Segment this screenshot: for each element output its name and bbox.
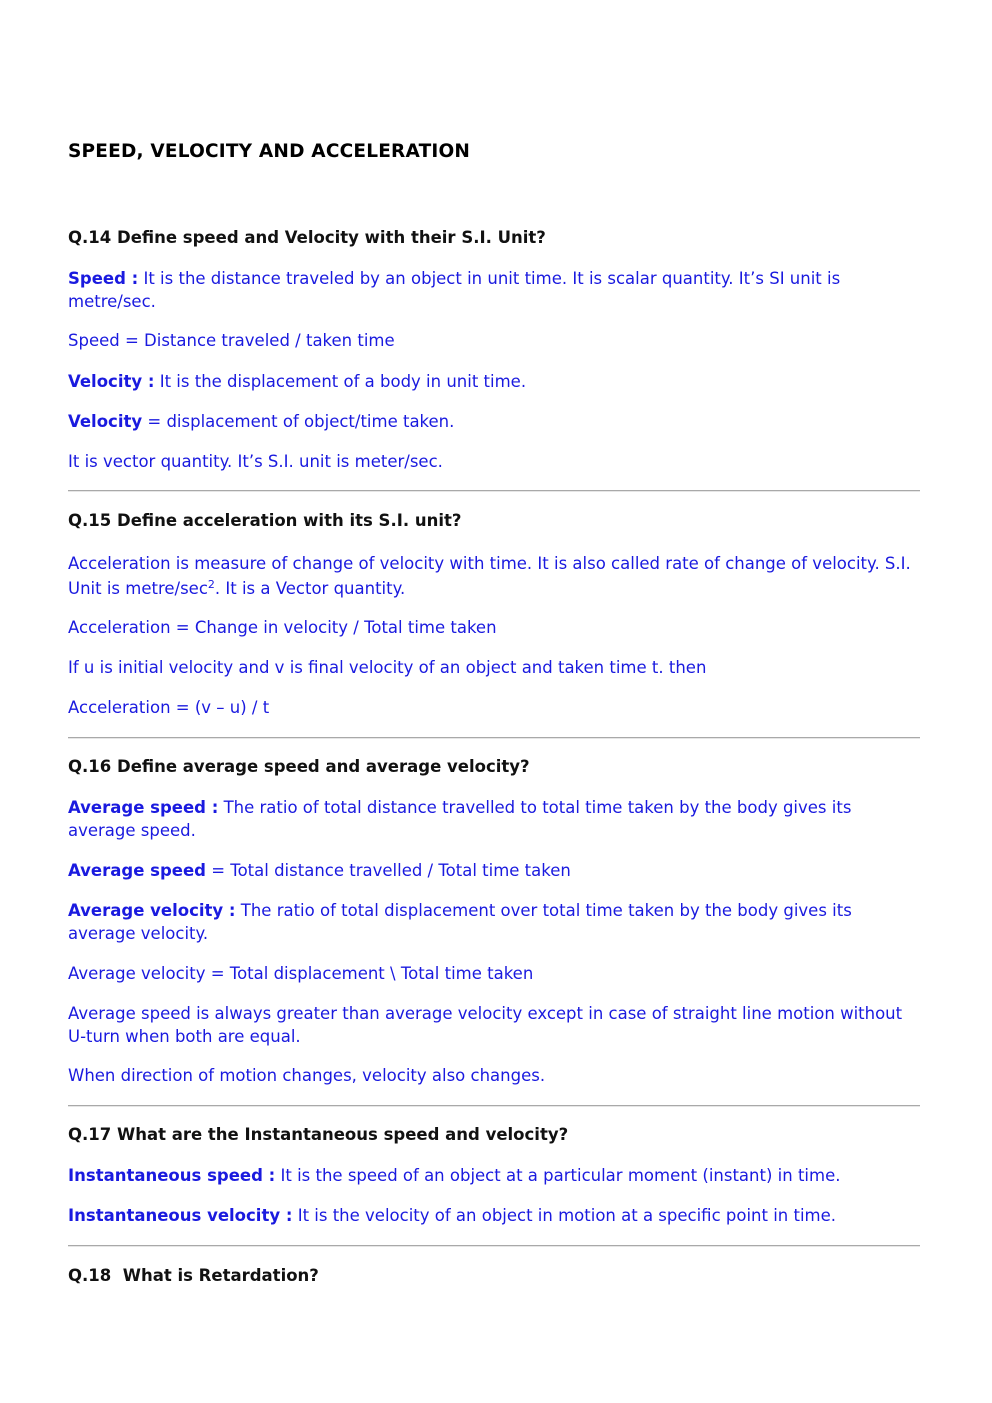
average-speed-text: The ratio of total distance travelled to total time taken by the body gives its average speed. bbox=[68, 798, 852, 840]
average-speed-formula bbox=[68, 860, 920, 883]
acceleration-if-text: If u is initial velocity and v is final velocity of an object and taken time t. then bbox=[68, 658, 707, 677]
velocity-formula-text: = displacement of object/time taken. bbox=[142, 412, 455, 431]
speed-velocity-comparison: Average speed is always greater than average velocity except in case of straight line motion without U-turn when both are equal. bbox=[68, 1004, 903, 1046]
acceleration-def-superscript: 2 bbox=[207, 578, 215, 591]
question-16-heading: Q.16 Define average speed and average velocity? bbox=[68, 757, 530, 776]
instantaneous-velocity-label: Instantaneous velocity : bbox=[68, 1206, 293, 1225]
question-18-heading: Q.18 What is Retardation? bbox=[68, 1266, 319, 1285]
average-velocity-formula: Average velocity = Total displacement \ Total time taken bbox=[68, 964, 534, 983]
instantaneous-speed-definition bbox=[68, 1165, 920, 1188]
acceleration-definition bbox=[68, 551, 920, 601]
velocity-formula bbox=[68, 411, 920, 434]
section-divider bbox=[68, 1245, 920, 1247]
question-15-heading: Q.15 Define acceleration with its S.I. unit? bbox=[68, 511, 462, 530]
page-title: SPEED, VELOCITY AND ACCELERATION bbox=[68, 141, 471, 162]
average-speed-formula-text: = Total distance travelled / Total time taken bbox=[205, 861, 571, 880]
average-speed-formula-label: Average speed bbox=[68, 861, 206, 880]
average-velocity-definition bbox=[68, 900, 920, 945]
speed-label: Speed : bbox=[68, 269, 139, 288]
instantaneous-speed-label: Instantaneous speed : bbox=[68, 1166, 276, 1185]
question-14-heading: Q.14 Define speed and Velocity with their S.I. Unit? bbox=[68, 228, 546, 247]
average-speed-definition bbox=[68, 797, 920, 842]
acceleration-def-tail: . It is a Vector quantity. bbox=[214, 579, 406, 598]
velocity-definition bbox=[68, 371, 920, 394]
speed-formula: Speed = Distance traveled / taken time bbox=[68, 331, 395, 350]
acceleration-formula: Acceleration = Change in velocity / Total time taken bbox=[68, 618, 497, 637]
speed-text: It is the distance traveled by an object in unit time. It is scalar quantity. It’s SI unit is metre/sec. bbox=[68, 269, 841, 311]
average-speed-label: Average speed : bbox=[68, 798, 219, 817]
instantaneous-velocity-text: It is the velocity of an object in motion at a specific point in time. bbox=[292, 1206, 837, 1225]
section-divider bbox=[68, 490, 920, 492]
velocity-formula-label: Velocity bbox=[68, 412, 143, 431]
velocity-vector-note: It is vector quantity. It’s S.I. unit is meter/sec. bbox=[68, 452, 443, 471]
direction-change-note: When direction of motion changes, velocity also changes. bbox=[68, 1066, 546, 1085]
velocity-text: It is the displacement of a body in unit time. bbox=[154, 372, 527, 391]
velocity-label: Velocity : bbox=[68, 372, 155, 391]
section-divider bbox=[68, 1105, 920, 1107]
average-velocity-text: The ratio of total displacement over total time taken by the body gives its average velocity. bbox=[68, 901, 852, 943]
instantaneous-velocity-definition bbox=[68, 1205, 920, 1228]
instantaneous-speed-text: It is the speed of an object at a particular moment (instant) in time. bbox=[275, 1166, 841, 1185]
question-17-heading: Q.17 What are the Instantaneous speed and velocity? bbox=[68, 1125, 569, 1144]
section-divider bbox=[68, 737, 920, 739]
average-velocity-label: Average velocity : bbox=[68, 901, 236, 920]
acceleration-formula-2: Acceleration = (v – u) / t bbox=[68, 698, 270, 717]
speed-definition bbox=[68, 268, 920, 313]
acceleration-def-text: Acceleration is measure of change of velocity with time. It is also called rate of change of velocity. S.I. Unit is metre/sec bbox=[68, 554, 911, 598]
